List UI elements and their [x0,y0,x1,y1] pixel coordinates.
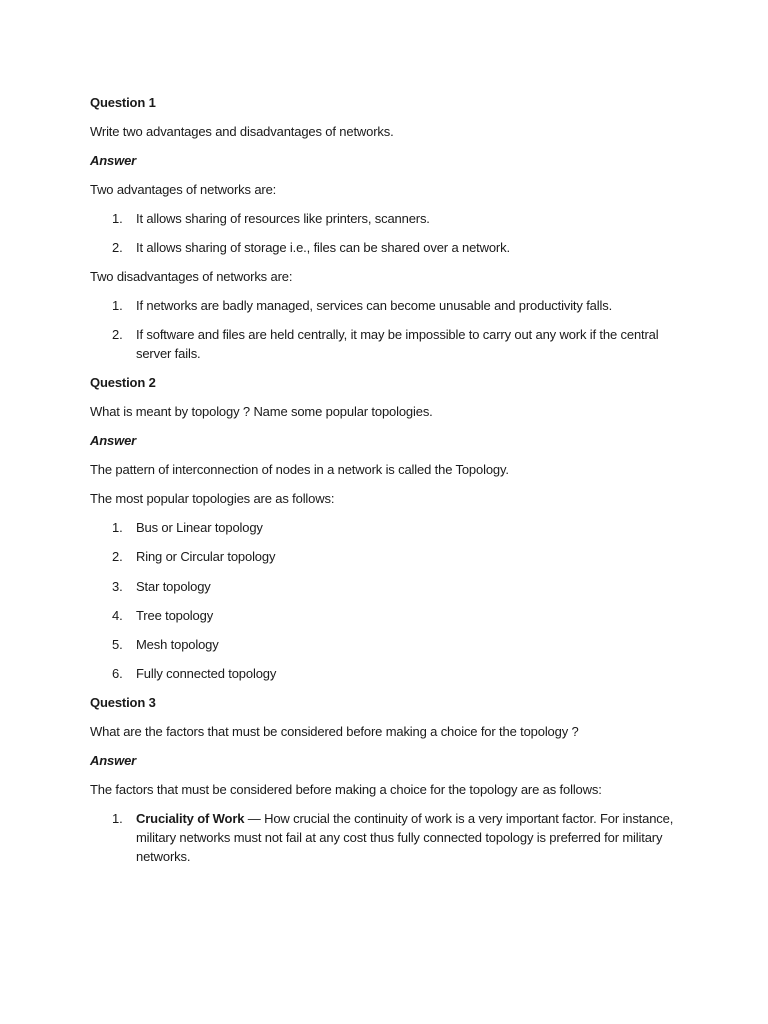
list-item [112,297,612,314]
list-text: If networks are badly managed, services can become unusable and productivity falls. [136,298,613,313]
list-number: 1. [112,298,123,313]
list-number: 4. [112,608,123,623]
list-item [112,636,219,653]
list-text: Fully connected topology [136,666,277,681]
list-number: 5. [112,637,123,652]
list-item [112,239,510,256]
list-item [112,548,275,565]
list-number: 2. [112,549,123,564]
question-3-prompt: What are the factors that must be considered before making a choice for the topology ? [90,724,579,739]
list-item [112,210,430,227]
list-number: 6. [112,666,123,681]
list-item-continuation: military networks must not fail at any cost thus fully connected topology is preferred for military [136,830,663,845]
question-3-answer-label: Answer [90,753,137,768]
list-text: Bus or Linear topology [136,520,263,535]
list-text: It allows sharing of resources like printers, scanners. [136,211,430,226]
disadvantages-intro: Two disadvantages of networks are: [90,269,293,284]
question-2-prompt: What is meant by topology ? Name some popular topologies. [90,404,433,419]
list-number: 3. [112,579,123,594]
question-1-prompt: Write two advantages and disadvantages of networks. [90,124,394,139]
list-number: 1. [112,811,123,826]
list-number: 2. [112,327,123,342]
list-number: 2. [112,240,123,255]
factors-intro: The factors that must be considered before making a choice for the topology are as follows: [90,782,602,797]
list-number: 1. [112,520,123,535]
list-text: Ring or Circular topology [136,549,276,564]
list-text: If software and files are held centrally, it may be impossible to carry out any work if the central [136,327,659,342]
list-item [112,519,263,536]
topology-list-intro: The most popular topologies are as follows: [90,491,335,506]
list-text: — How crucial the continuity of work is a very important factor. For instance, [244,811,674,826]
list-item [112,326,658,343]
advantages-intro: Two advantages of networks are: [90,182,277,197]
list-text: Star topology [136,579,211,594]
list-item [112,578,211,595]
topology-definition: The pattern of interconnection of nodes in a network is called the Topology. [90,462,509,477]
list-number: 1. [112,211,123,226]
list-item-continuation: networks. [136,849,191,864]
question-2-answer-label: Answer [90,433,137,448]
question-3-heading: Question 3 [90,695,156,710]
question-2-heading: Question 2 [90,375,156,390]
list-item [112,665,276,682]
list-text: Mesh topology [136,637,219,652]
list-item [112,607,213,624]
list-term: Cruciality of Work [136,811,245,826]
question-1-answer-label: Answer [90,153,137,168]
list-text: Tree topology [136,608,214,623]
list-item [112,810,673,827]
list-item-continuation: server fails. [136,346,201,361]
question-1-heading: Question 1 [90,95,156,110]
list-text: It allows sharing of storage i.e., files can be shared over a network. [136,240,510,255]
